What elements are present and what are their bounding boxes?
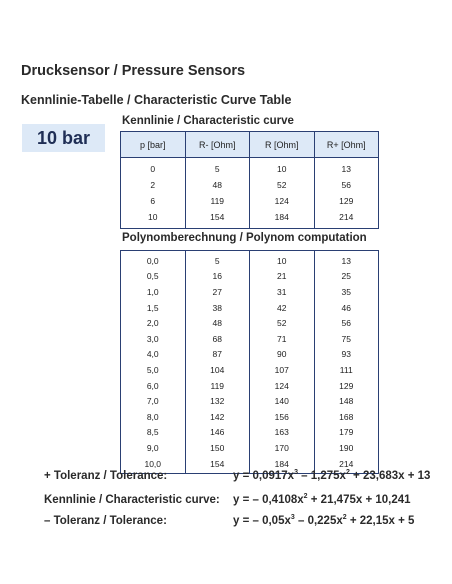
table-cell: 52 [250, 315, 315, 331]
table-cell: 132 [185, 393, 250, 409]
table-cell: 5 [185, 251, 250, 269]
table-cell: 107 [250, 362, 315, 378]
table-cell: 8,0 [121, 409, 186, 425]
table-row [121, 347, 379, 363]
formula-label: + Toleranz / Tolerance: [44, 470, 168, 482]
table-row [121, 378, 379, 394]
table-cell: 124 [250, 193, 315, 209]
table-cell: 2 [121, 177, 186, 193]
table-cell: 13 [314, 251, 379, 269]
table-cell: 129 [314, 193, 379, 209]
formula-exponent: 2 [345, 469, 350, 477]
table-cell: 48 [185, 315, 250, 331]
polynom-computation-title: Polynomberechnung / Polynom computation [122, 232, 367, 244]
table-cell: 163 [250, 425, 315, 441]
table-cell: 111 [314, 362, 379, 378]
table-row [121, 177, 379, 193]
pressure-range-badge: 10 bar [22, 124, 105, 152]
table-cell: 10,0 [121, 456, 186, 474]
formula-term: y = – 0,4108x [233, 494, 304, 506]
table-cell: 1,0 [121, 284, 186, 300]
table-cell: 146 [185, 425, 250, 441]
table-cell: 190 [314, 440, 379, 456]
characteristic-curve-title: Kennlinie / Characteristic curve [122, 115, 294, 127]
formula-exponent: 3 [290, 514, 295, 522]
formula-exponent: 2 [342, 514, 347, 522]
table-cell: 5 [185, 158, 250, 178]
table-row [121, 269, 379, 285]
table-cell: 129 [314, 378, 379, 394]
table-cell: 119 [185, 378, 250, 394]
table-row [121, 440, 379, 456]
table-cell: 27 [185, 284, 250, 300]
column-header: R- [Ohm] [185, 132, 250, 158]
table-cell: 38 [185, 300, 250, 316]
formula-term: + 21,475x + 10,241 [307, 494, 411, 506]
formula-term: y = 0,0917x [233, 470, 295, 482]
page-subtitle: Kennlinie-Tabelle / Characteristic Curve Table [21, 93, 292, 107]
table-cell: 1,5 [121, 300, 186, 316]
table-cell: 46 [314, 300, 379, 316]
table-cell: 184 [250, 209, 315, 229]
formula-label: – Toleranz / Tolerance: [44, 515, 167, 527]
table-cell: 104 [185, 362, 250, 378]
table-cell: 6,0 [121, 378, 186, 394]
table-cell: 75 [314, 331, 379, 347]
table-cell: 2,0 [121, 315, 186, 331]
table-cell: 56 [314, 315, 379, 331]
table-row [121, 425, 379, 441]
table-cell: 214 [314, 209, 379, 229]
table-row [121, 331, 379, 347]
formula-equation [233, 470, 430, 482]
table-cell: 214 [314, 456, 379, 474]
formula-term: – 0,225x [294, 515, 343, 527]
table-cell: 52 [250, 177, 315, 193]
characteristic-curve-table [120, 131, 379, 229]
table-cell: 154 [185, 456, 250, 474]
table-cell: 10 [121, 209, 186, 229]
table-cell: 168 [314, 409, 379, 425]
table-cell: 140 [250, 393, 315, 409]
table-row [121, 362, 379, 378]
table-cell: 9,0 [121, 440, 186, 456]
table-cell: 170 [250, 440, 315, 456]
table-row [121, 209, 379, 229]
table-cell: 48 [185, 177, 250, 193]
table-cell: 7,0 [121, 393, 186, 409]
table-cell: 150 [185, 440, 250, 456]
table-cell: 87 [185, 347, 250, 363]
formula-exponent: 3 [294, 469, 298, 477]
table-cell: 184 [250, 456, 315, 474]
table-cell: 5,0 [121, 362, 186, 378]
table-cell: 148 [314, 393, 379, 409]
table-cell: 3,0 [121, 331, 186, 347]
formula-label: Kennlinie / Characteristic curve: [44, 494, 220, 506]
table-row [121, 300, 379, 316]
table-cell: 35 [314, 284, 379, 300]
table-cell: 8,5 [121, 425, 186, 441]
table-cell: 124 [250, 378, 315, 394]
page-title: Drucksensor / Pressure Sensors [21, 63, 246, 79]
table-cell: 25 [314, 269, 379, 285]
column-header: p [bar] [121, 132, 186, 158]
table-cell: 93 [314, 347, 379, 363]
table-cell: 13 [314, 158, 379, 178]
table-row [121, 284, 379, 300]
table-row [121, 393, 379, 409]
table-row [121, 251, 379, 269]
column-header: R+ [Ohm] [314, 132, 379, 158]
table-cell: 0 [121, 158, 186, 178]
formula-term: + 22,15x + 5 [346, 515, 415, 527]
table-cell: 42 [250, 300, 315, 316]
table-cell: 119 [185, 193, 250, 209]
table-row [121, 193, 379, 209]
table-cell: 16 [185, 269, 250, 285]
table-cell: 0,5 [121, 269, 186, 285]
table-cell: 68 [185, 331, 250, 347]
table-row [121, 158, 379, 178]
table-cell: 179 [314, 425, 379, 441]
formula-term: – 1,275x [297, 470, 346, 482]
table-cell: 31 [250, 284, 315, 300]
table-cell: 21 [250, 269, 315, 285]
table-header-row [121, 132, 379, 158]
table-cell: 10 [250, 158, 315, 178]
table-row [121, 315, 379, 331]
formula-exponent: 2 [303, 493, 308, 501]
table-cell: 142 [185, 409, 250, 425]
table-cell: 0,0 [121, 251, 186, 269]
column-header: R [Ohm] [250, 132, 315, 158]
table-cell: 71 [250, 331, 315, 347]
table-cell: 6 [121, 193, 186, 209]
table-cell: 4,0 [121, 347, 186, 363]
table-cell: 56 [314, 177, 379, 193]
table-cell: 154 [185, 209, 250, 229]
formula-term: y = – 0,05x [233, 515, 291, 527]
table-cell: 10 [250, 251, 315, 269]
table-row [121, 409, 379, 425]
formula-equation [233, 515, 414, 527]
table-cell: 156 [250, 409, 315, 425]
formula-term: + 23,683x + 13 [349, 470, 431, 482]
table-cell: 90 [250, 347, 315, 363]
formula-equation [233, 494, 411, 506]
